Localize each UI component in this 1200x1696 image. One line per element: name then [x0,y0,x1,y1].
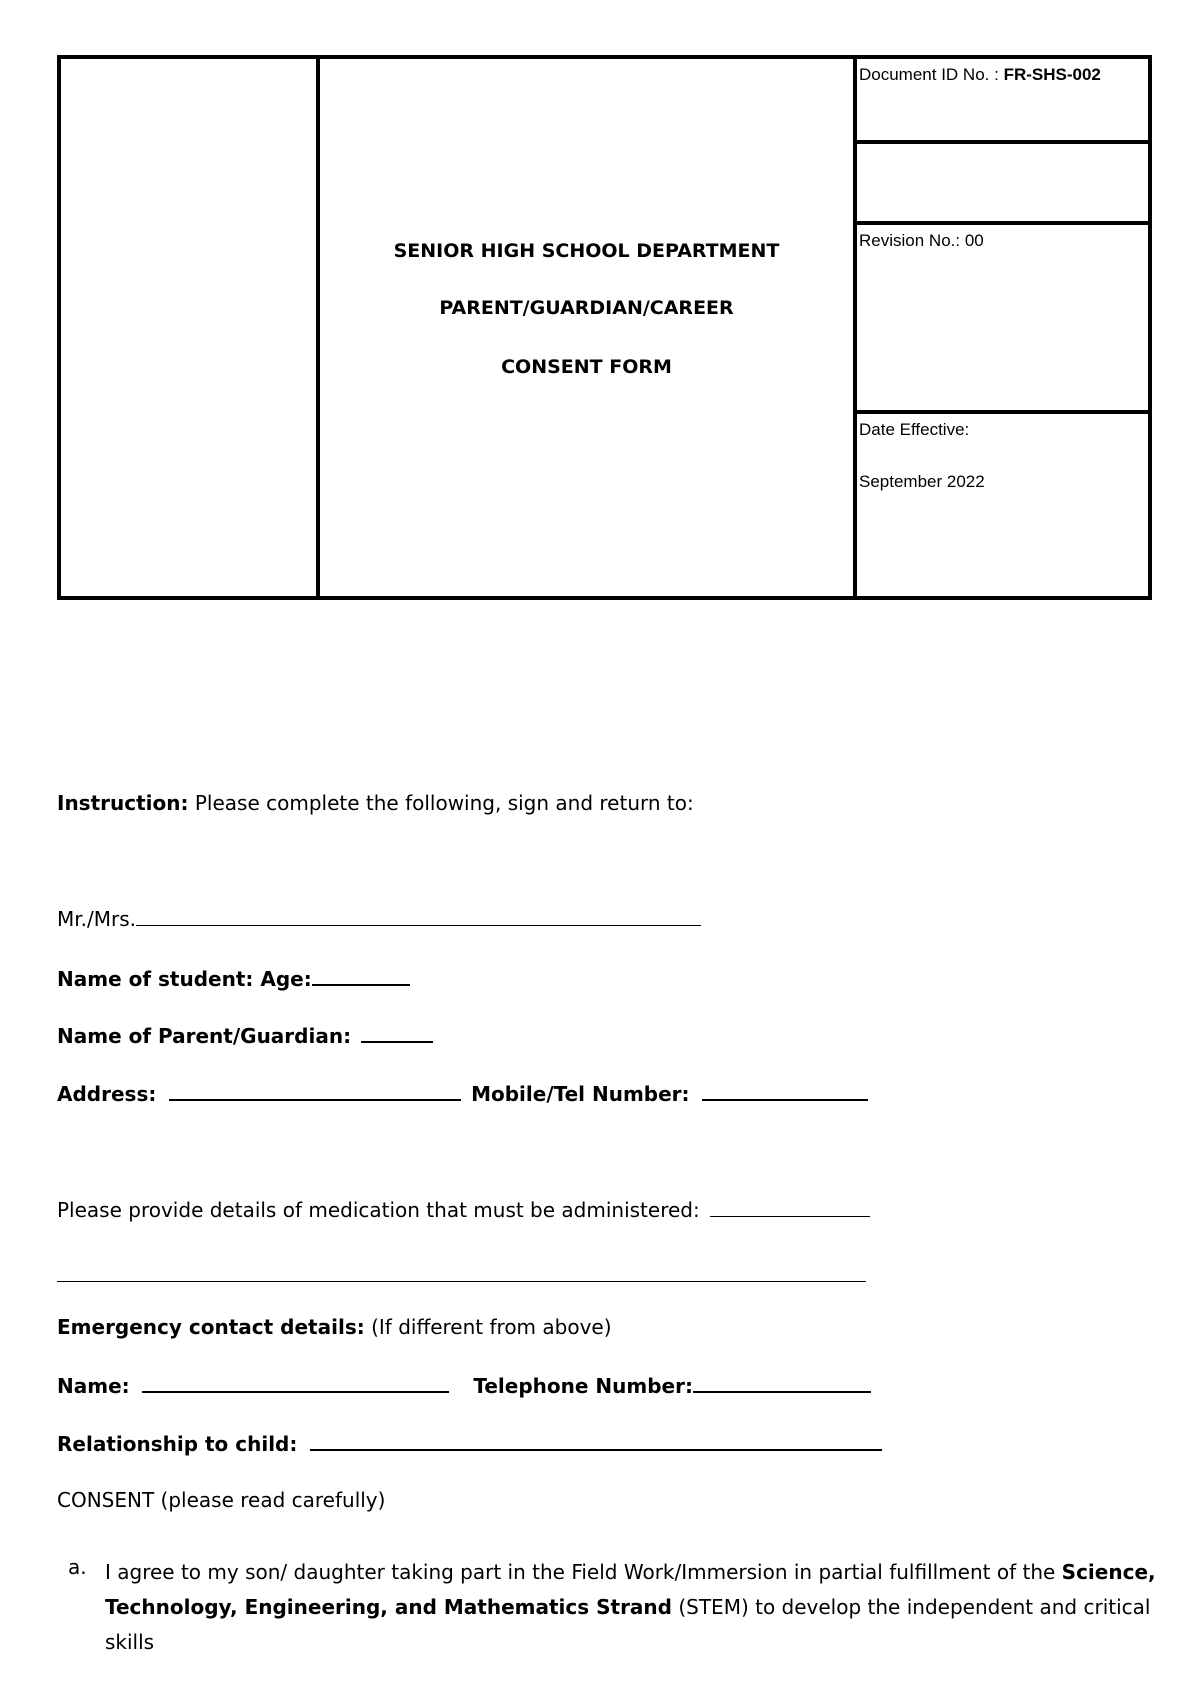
title-cell [316,55,857,600]
mobile-field[interactable] [702,1081,868,1101]
student-age-field[interactable] [312,966,410,986]
emergency-name-field[interactable] [142,1373,449,1393]
relationship-line [57,1431,882,1456]
date-effective-value: September 2022 [859,472,985,491]
address-line [57,1081,868,1106]
consent-item-text-bold: Science, Technology, Engineering, and Mathematics Strand [105,1560,1156,1619]
parent-guardian-label: Name of Parent/Guardian: [57,1024,352,1048]
date-effective-label: Date Effective: [859,420,970,439]
title-consent-form: CONSENT FORM [501,356,672,378]
consent-heading [57,1488,385,1512]
emergency-line [57,1315,612,1339]
consent-item-text-pre: I agree to my son/ daughter taking part in the Field Work/Immersion in partial fulfillment of the [105,1560,1062,1584]
emergency-note: (If different from above) [364,1315,612,1339]
emergency-label: Emergency contact details: [57,1315,365,1339]
mr-mrs-line [57,907,701,931]
revision-cell [853,221,1152,414]
mr-mrs-label: Mr./Mrs. [57,907,136,931]
instruction-line [57,791,694,815]
consent-item-marker: a. [68,1555,87,1579]
blank-meta-cell [853,140,1152,225]
medication-label: Please provide details of medication that must be administered: [57,1198,700,1222]
address-label: Address: [57,1082,157,1106]
medication-field[interactable] [710,1198,870,1217]
parent-guardian-field[interactable] [361,1023,433,1043]
consent-item-text [105,1555,1165,1660]
consent-note: (please read carefully) [154,1488,386,1512]
title-department: SENIOR HIGH SCHOOL DEPARTMENT [393,240,780,262]
revision-label: Revision No.: 00 [859,231,984,250]
title-parent-guardian: PARENT/GUARDIAN/CAREER [439,297,734,319]
document-id-value: FR-SHS-002 [1003,65,1101,84]
student-line [57,966,410,991]
instruction-text: Please complete the following, sign and return to: [188,791,694,815]
consent-label: CONSENT [57,1488,155,1512]
student-age-label: Name of student: Age: [57,967,312,991]
address-field[interactable] [169,1081,461,1101]
mr-mrs-field[interactable] [136,907,701,926]
logo-cell [57,55,320,600]
instruction-label: Instruction: [57,791,189,815]
parent-line [57,1023,433,1048]
document-header [57,55,1152,600]
telephone-field[interactable] [693,1373,871,1393]
date-effective-cell [853,410,1152,600]
document-id-label: Document ID No. : [859,65,999,84]
emergency-name-line [57,1373,871,1398]
relationship-field[interactable] [310,1431,882,1451]
relationship-label: Relationship to child: [57,1432,298,1456]
emergency-name-label: Name: [57,1374,130,1398]
medication-line [57,1198,870,1222]
telephone-label: Telephone Number: [473,1374,693,1398]
medication-continued-field[interactable] [57,1281,866,1282]
document-id-cell [853,55,1152,144]
consent-item-text-post: (STEM) to develop the independent and critical skills [105,1595,1151,1654]
mobile-label: Mobile/Tel Number: [471,1082,690,1106]
